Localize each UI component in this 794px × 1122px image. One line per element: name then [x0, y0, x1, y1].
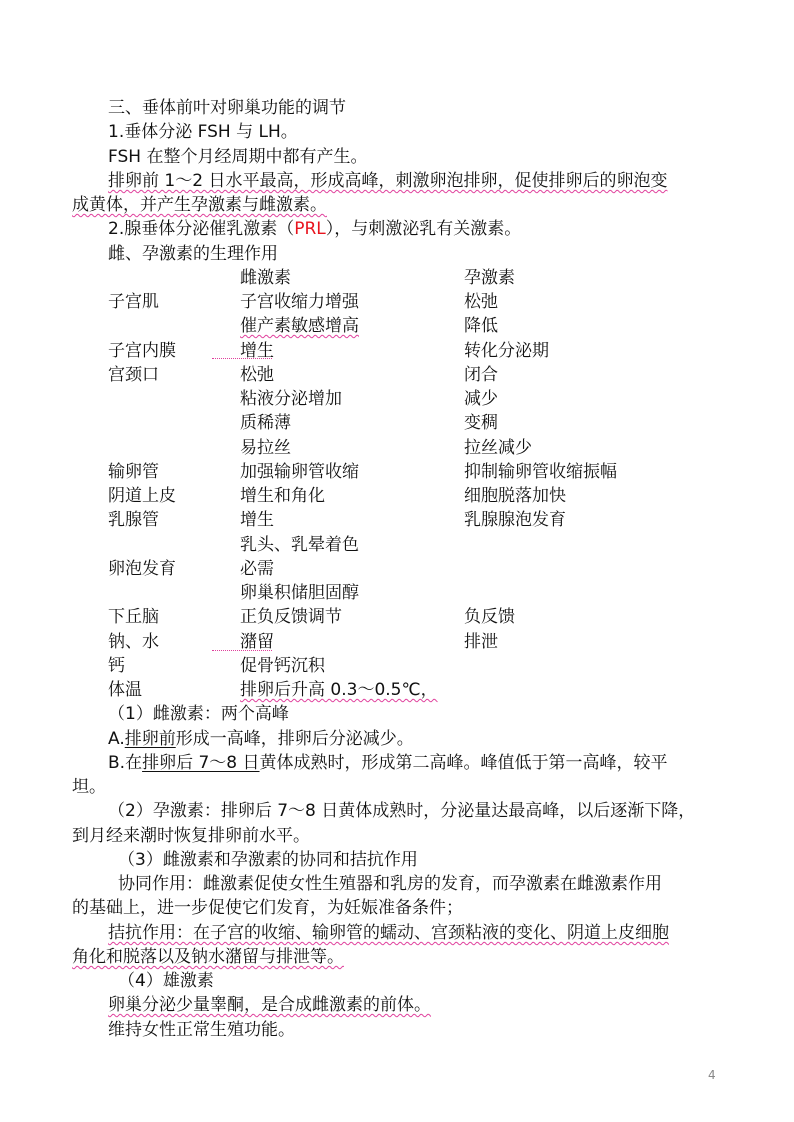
- row-estrogen: 易拉丝: [240, 438, 291, 458]
- row-organ: 钙: [108, 656, 125, 676]
- first-peak-label: A.: [108, 729, 125, 749]
- paragraph-synergy-cont: 的基础上，进一步促使它们发育，为妊娠准备条件；: [72, 898, 463, 918]
- paragraph-synergy: 协同作用：雌激素促使女性生殖器和乳房的发育，而孕激素在雌激素作用: [118, 874, 662, 894]
- paragraph-first-peak: [108, 728, 414, 750]
- second-peak-label: B.在: [108, 753, 143, 773]
- paragraph-antagonism: 拮抗作用：在子宫的收缩、输卵管的蠕动、宫颈粘液的变化、阴道上皮细胞: [108, 923, 669, 943]
- row-estrogen: 排卵后升高 0.3～0.5℃，: [240, 680, 438, 700]
- page-number: 4: [708, 1068, 716, 1082]
- row-organ: 下丘脑: [108, 607, 159, 627]
- subsection-synergy-antagonism: （3）雌激素和孕激素的协同和拮抗作用: [118, 850, 418, 870]
- row-estrogen: 增生: [240, 341, 274, 361]
- row-progesterone: 抑制输卵管收缩振幅: [464, 462, 617, 482]
- row-organ: 宫颈口: [108, 365, 159, 385]
- row-estrogen: 必需: [240, 559, 274, 579]
- paragraph-progesterone-peak-cont: 到月经来潮时恢复排卵前水平。: [72, 826, 310, 846]
- paragraph-antagonism-cont: 角化和脱落以及钠水潴留与排泄等。: [72, 947, 344, 967]
- row-organ: 子宫内膜: [108, 341, 176, 361]
- prolactin-text: 2.腺垂体分泌催乳激素（: [108, 219, 295, 239]
- row-progesterone: 细胞脱落加快: [464, 486, 566, 506]
- row-estrogen: 增生和角化: [240, 486, 325, 506]
- row-organ: 乳腺管: [108, 510, 159, 530]
- paragraph-second-peak-cont: 坦。: [72, 777, 106, 797]
- subsection-androgen: （4）雄激素: [118, 971, 214, 991]
- second-peak-underlined: 排卵后 7～8 日: [142, 753, 260, 773]
- row-progesterone: 负反馈: [464, 607, 515, 627]
- row-estrogen: 松弛: [240, 365, 274, 385]
- paragraph-fsh-lh: 1.垂体分泌 FSH 与 LH。: [108, 122, 298, 142]
- section-title: 三、垂体前叶对卵巢功能的调节: [108, 98, 346, 118]
- prl-abbrev: PRL: [294, 219, 326, 239]
- row-estrogen: 子宫收缩力增强: [240, 292, 359, 312]
- row-estrogen: 增生: [240, 510, 274, 530]
- row-estrogen: 加强输卵管收缩: [240, 462, 359, 482]
- row-organ: 钠、水: [108, 632, 159, 652]
- row-estrogen: 促骨钙沉积: [240, 656, 325, 676]
- row-organ: 子宫肌: [108, 292, 159, 312]
- first-peak-underlined: 排卵前: [124, 729, 176, 749]
- row-organ: 输卵管: [108, 462, 159, 482]
- row-progesterone: 减少: [464, 389, 498, 409]
- paragraph-ovulation-peak: 排卵前 1～2 日水平最高，形成高峰，刺激卵泡排卵，促使排卵后的卵泡变: [108, 171, 668, 191]
- header-progesterone: 孕激素: [464, 268, 515, 288]
- row-estrogen: 卵巢积储胆固醇: [240, 583, 359, 603]
- paragraph-ovulation-peak-cont: 成黄体，并产生孕激素与雌激素。: [72, 195, 327, 215]
- row-progesterone: 闭合: [464, 365, 498, 385]
- table-caption: 雌、孕激素的生理作用: [108, 244, 278, 264]
- row-progesterone: 松弛: [464, 292, 498, 312]
- row-progesterone: 变稠: [464, 413, 498, 433]
- row-progesterone: 乳腺腺泡发育: [464, 510, 566, 530]
- paragraph-fsh-cycle: FSH 在整个月经周期中都有产生。: [108, 147, 368, 167]
- prolactin-text-end: ），与刺激泌乳有关激素。: [325, 219, 522, 239]
- row-progesterone: 降低: [464, 316, 498, 336]
- row-organ: 卵泡发育: [108, 559, 176, 579]
- second-peak-text: 黄体成熟时，形成第二高峰。峰值低于第一高峰，较平: [259, 753, 668, 773]
- paragraph-reproductive-function: 维持女性正常生殖功能。: [108, 1020, 295, 1040]
- row-estrogen: 正负反馈调节: [240, 607, 342, 627]
- paragraph-testosterone: 卵巢分泌少量睾酮，是合成雌激素的前体。: [108, 995, 431, 1015]
- spell-underline: [212, 355, 272, 359]
- row-progesterone: 拉丝减少: [464, 438, 532, 458]
- header-estrogen: 雌激素: [240, 268, 291, 288]
- row-progesterone: 排泄: [464, 632, 498, 652]
- subsection-estrogen-peaks: （1）雌激素：两个高峰: [108, 704, 289, 724]
- paragraph-second-peak: [108, 752, 668, 774]
- row-progesterone: 转化分泌期: [464, 341, 549, 361]
- paragraph-prolactin: [108, 218, 521, 240]
- row-estrogen: 催产素敏感增高: [240, 316, 359, 336]
- row-organ: 体温: [108, 680, 142, 700]
- row-estrogen: 质稀薄: [240, 413, 291, 433]
- row-estrogen: 潴留: [240, 632, 274, 652]
- spell-underline: [212, 647, 272, 651]
- first-peak-text: 形成一高峰，排卵后分泌减少。: [175, 729, 414, 749]
- paragraph-progesterone-peak: （2）孕激素：排卵后 7～8 日黄体成熟时，分泌量达最高峰，以后逐渐下降，: [108, 801, 696, 821]
- row-estrogen: 乳头、乳晕着色: [240, 535, 359, 555]
- row-organ: 阴道上皮: [108, 486, 176, 506]
- row-estrogen: 粘液分泌增加: [240, 389, 342, 409]
